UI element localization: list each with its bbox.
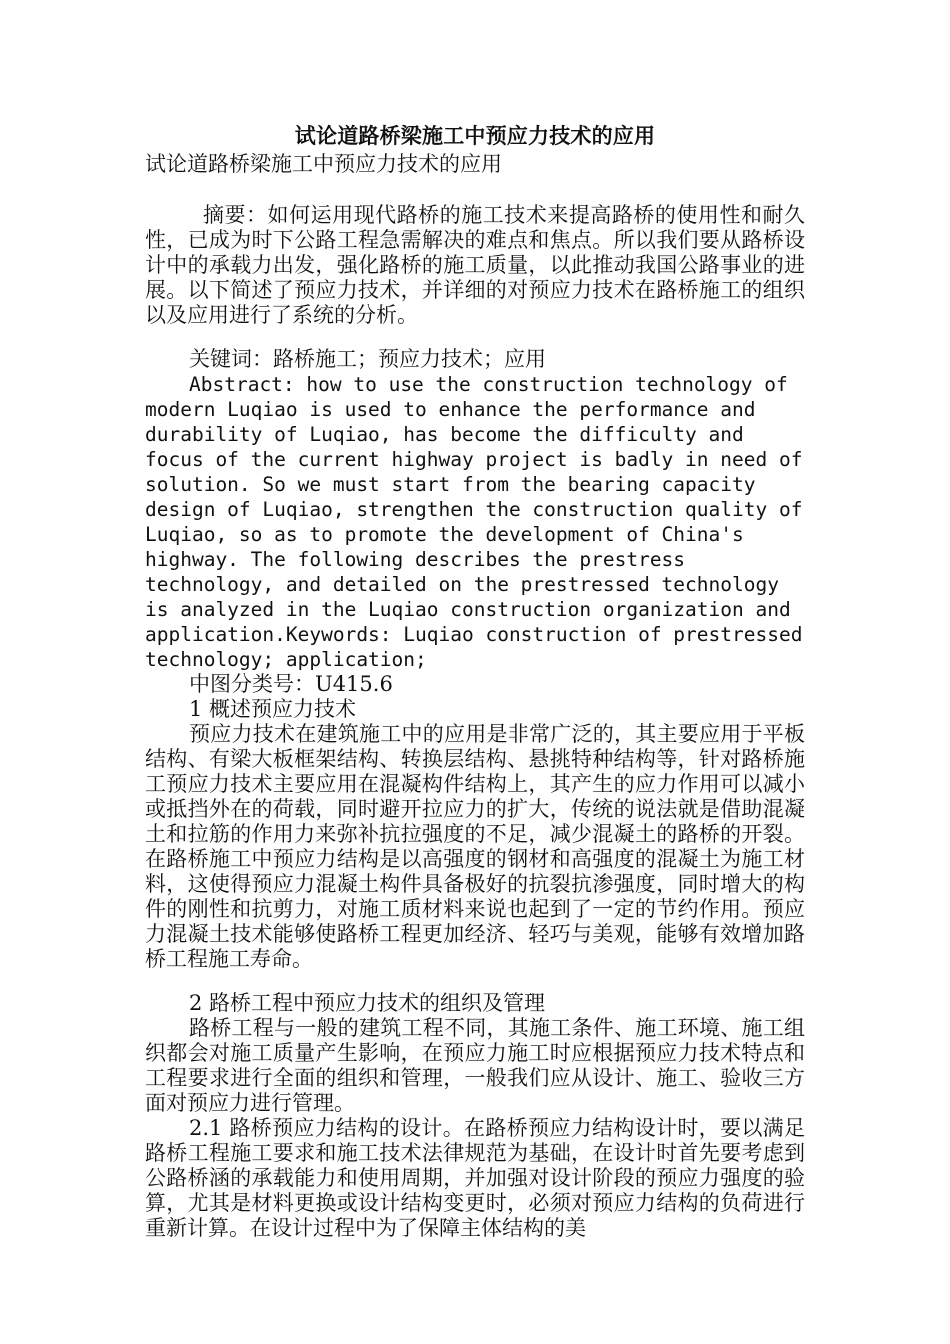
spacer — [145, 178, 805, 203]
section-1-heading: 1 概述预应力技术 — [189, 697, 357, 721]
document-page — [145, 122, 805, 1241]
keywords-chinese: 关键词：路桥施工；预应力技术；应用 — [189, 347, 546, 371]
section-1-body: 预应力技术在建筑施工中的应用是非常广泛的，其主要应用于平板结构、有梁大板框架结构、转换层结构、悬挑特种结构等，针对路桥施工预应力技术主要应用在混凝构件结构上，其产生的应力作用可以减小或抵挡外在的荷载，同时避开拉应力的扩大，传统的说法就是借助混凝土和拉筋的作用力来弥补抗拉强度的不足，减少混凝土的路桥的开裂。在路桥施工中预应力结构是以高强度的钢材和高强度的混凝土为施工材料，这使得预应力混凝土构件具备极好的抗裂抗渗强度，同时增大的构件的刚性和抗剪力，对施工质材料来说也起到了一定的节约作用。预应力混凝土技术能够使路桥工程更加经济、轻巧与美观，能够有效增加路桥工程施工寿命。 — [145, 722, 805, 971]
spacer — [145, 328, 805, 347]
section-2-body: 路桥工程与一般的建筑工程不同，其施工条件、施工环境、施工组织都会对施工质量产生影响，在预应力施工时应根据预应力技术特点和工程要求进行全面的组织和管理，一般我们应从设计、施工、验收三方面对预应力进行管理。 — [145, 1016, 805, 1115]
spacer — [145, 972, 805, 991]
abstract-english: Abstract: how to use the construction technology of modern Luqiao is used to enhance the performance and durability of Luqiao, has become the difficulty and focus of the current highway project is badly in need of solution. So we must start from the bearing capacity design of Luqiao, strengthen the construction quality of Luqiao, so as to promote the development of China's highway. The following describes the prestress technology, and detailed on the prestressed technology is analyzed in the Luqiao construction organization and application.Keywords: Luqiao construction of prestressed technology; application; — [145, 373, 803, 671]
classification-number: 中图分类号：U415.6 — [189, 672, 393, 696]
section-2-1-body: 2.1 路桥预应力结构的设计。在路桥预应力结构设计时，要以满足路桥工程施工要求和施工技术法律规范为基础，在设计时首先要考虑到公路桥涵的承载能力和使用周期，并加强对设计阶段的预应力强度的验算，尤其是材料更换或设计结构变更时，必须对预应力结构的负荷进行重新计算。在设计过程中为了保障主体结构的美 — [145, 1116, 805, 1240]
document-subtitle: 试论道路桥梁施工中预应力技术的应用 — [145, 152, 502, 176]
document-title: 试论道路桥梁施工中预应力技术的应用 — [294, 123, 656, 148]
abstract-chinese: 摘要：如何运用现代路桥的施工技术来提高路桥的使用性和耐久性，已成为时下公路工程急需解决的难点和焦点。所以我们要从路桥设计中的承载力出发，强化路桥的施工质量，以此推动我国公路事业的进展。以下简述了预应力技术，并详细的对预应力技术在路桥施工的组织以及应用进行了系统的分析。 — [145, 203, 805, 327]
section-2-heading: 2 路桥工程中预应力技术的组织及管理 — [189, 991, 546, 1015]
